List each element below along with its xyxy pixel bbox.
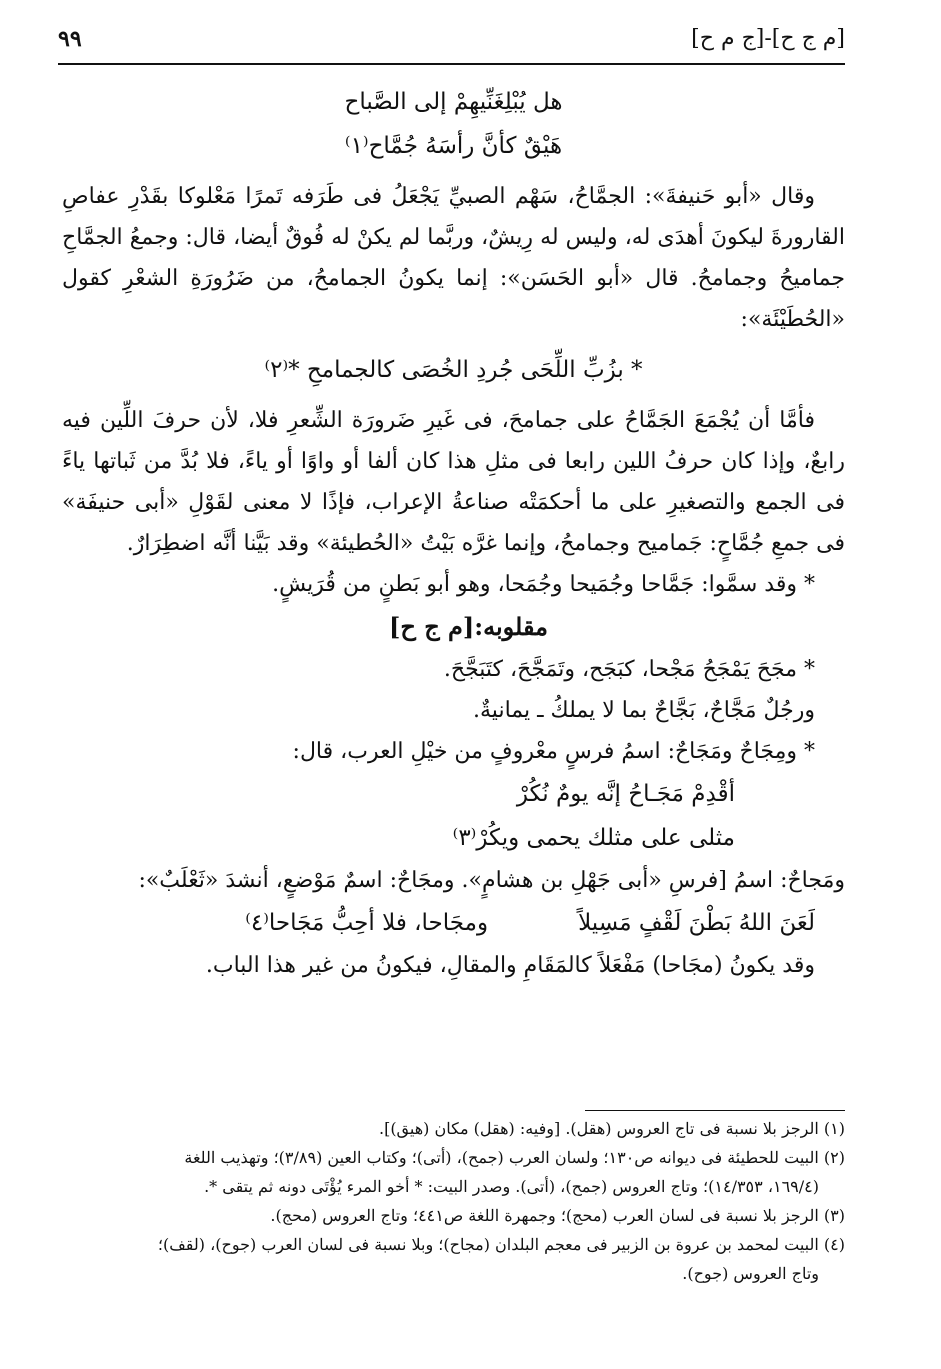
page-header: [58, 26, 845, 66]
paragraph: ومَجاحٌ: اسمُ [فرسِ «أبى جَهْلِ بن هشامٍ». ومجَاحٌ: اسمٌ مَوْضعٍ، أنشدَ «ثَعْلَبٌ»:: [138, 868, 845, 893]
header-title: [ج م ح]-[م ج ح]: [691, 26, 845, 51]
footnote-rule: [585, 1110, 845, 1111]
verse-line: أقْدِمْ مَجَـاحُ إنَّه يومٌ نُكُرْ: [516, 781, 735, 807]
paragraph: وقال «أبو حَنيفةَ»: الجمَّاحُ، سَهْم الصبيِّ يَجْعَلُ فى طَرَفه تَمرًا مَعْلوكا بقَدْرِ عفاصِ القارورةَ ليكونَ أهدَى له، وليس له رِيشٌ، وربَّما لم يكنْ له فُوقٌ أيضا، قال: وجمعُ الجمَّاحِ جماميحُ وجمامحُ. قال «أبو الحَسَن»: إنما يكونُ الجمامحُ، من ضَرُورَةِ الشعْرِ كقول «الحُطَيْئَة»:: [62, 184, 845, 332]
verse-line: هَيْقٌ كأنَّ رأسَهُ جُمَّاح⁽١⁾: [344, 133, 563, 159]
footnote-continuation: وتاج العروس (جوح).: [682, 1264, 819, 1283]
section-heading: مقلوبه:[م ج ح]: [388, 612, 548, 641]
verse-line: هل يُبْلِغَنِّيهِمْ إلى الصَّباح: [344, 89, 563, 115]
main-text: [62, 74, 845, 986]
paragraph: * وقد سمَّوا: جَمَّاحا وجُمَيحا وجُمَحا، وهو أبو بَطنٍ من قُرَيشٍ.: [272, 572, 815, 597]
verse-couplet: [62, 901, 845, 945]
verse-hemistich: لَعَنَ اللهُ بَطْنَ لَقْفٍ مَسِيلاً: [578, 910, 815, 936]
paragraph: * ومِجَاحٌ ومَجَاحٌ: اسمُ فرسٍ معْروفٍ من خيْلِ العرب، قال:: [292, 739, 815, 764]
paragraph: ورجُلٌ مَجَّاحٌ، بَجَّاحٌ بما لا يملكُ ـ يمانيةٌ.: [473, 698, 815, 723]
paragraph: فأمَّا أن يُجْمَعَ الجَمَّاحُ على جمامحَ، فى غَيرِ ضَرورَة الشِّعرِ فلا، لأن حرفَ اللِّين فيه رابعٌ، وإذا كان حرفُ اللين رابعا فى مثلِ هذا كان ألفا أو واوًا أو ياءً، فلا بُدَّ من ثَباتها ياءً فى الجمع والتصغيرِ على ما أحكمَتْه صناعةُ الإعراب، فإذًا لا معنى لقَوْلِ «أبى حنيفَة» فى جمعِ جُمَّاحٍ: جَماميح وجمامحُ، وإنما غرَّه بَيْتُ «الحُطيئة» وقد بَيَّنا أنَّه اضطِرَارٌ.: [62, 408, 845, 556]
footnote: (٢) البيت للحطيئة فى ديوانه ص١٣٠؛ ولسان العرب (جمح)، (أتى)؛ وكتاب العين (٣/٨٩)؛ وتهذيب اللغة: [184, 1148, 845, 1167]
header-rule: [58, 63, 845, 65]
paragraph: وقد يكونُ (مجَاحا) مَفْعَلاً كالمَقَامِ والمقالِ، فيكونُ من غير هذا الباب.: [205, 953, 815, 978]
footnote: (٤) البيت لمحمد بن عروة بن الزبير فى معجم البلدان (مجاح)؛ وبلا نسبة فى لسان العرب (جوح)، (لقف)؛: [157, 1235, 845, 1254]
paragraph: * مجَحَ يَمْجَحُ مَجْحا، كبَجَح، وتَمَجَّحَ، كتَبَجَّحَ.: [443, 657, 815, 682]
footnote-continuation: (١٦٩/٤، ١٤/٣٥٣)؛ وتاج العروس (جمح)، (أتى). وصدر البيت: * أخو المرء يُؤْتَى دونه ثم يتقى *.: [204, 1177, 819, 1196]
footnote: (٣) الرجز بلا نسبة فى لسان العرب (محج)؛ وجمهرة اللغة ص٤٤١؛ وتاج العروس (محج).: [270, 1206, 845, 1225]
verse-line: * بزُبِّ اللِّحَى جُردِ الخُصَى كالجمامحِ *⁽٢⁾: [264, 357, 643, 383]
verse-hemistich: ومجَاحا، فلا أحِبُّ مَجَاحا⁽٤⁾: [245, 910, 489, 936]
footnotes: [62, 1114, 845, 1288]
footnote: (١) الرجز بلا نسبة فى تاج العروس (هقل). [وفيه: (هقل) مكان (هيق)].: [378, 1119, 845, 1138]
verse-line: مثلى على مثلك يحمى ويكُرْ⁽٣⁾: [452, 825, 735, 851]
page-number: ٩٩: [58, 26, 82, 52]
